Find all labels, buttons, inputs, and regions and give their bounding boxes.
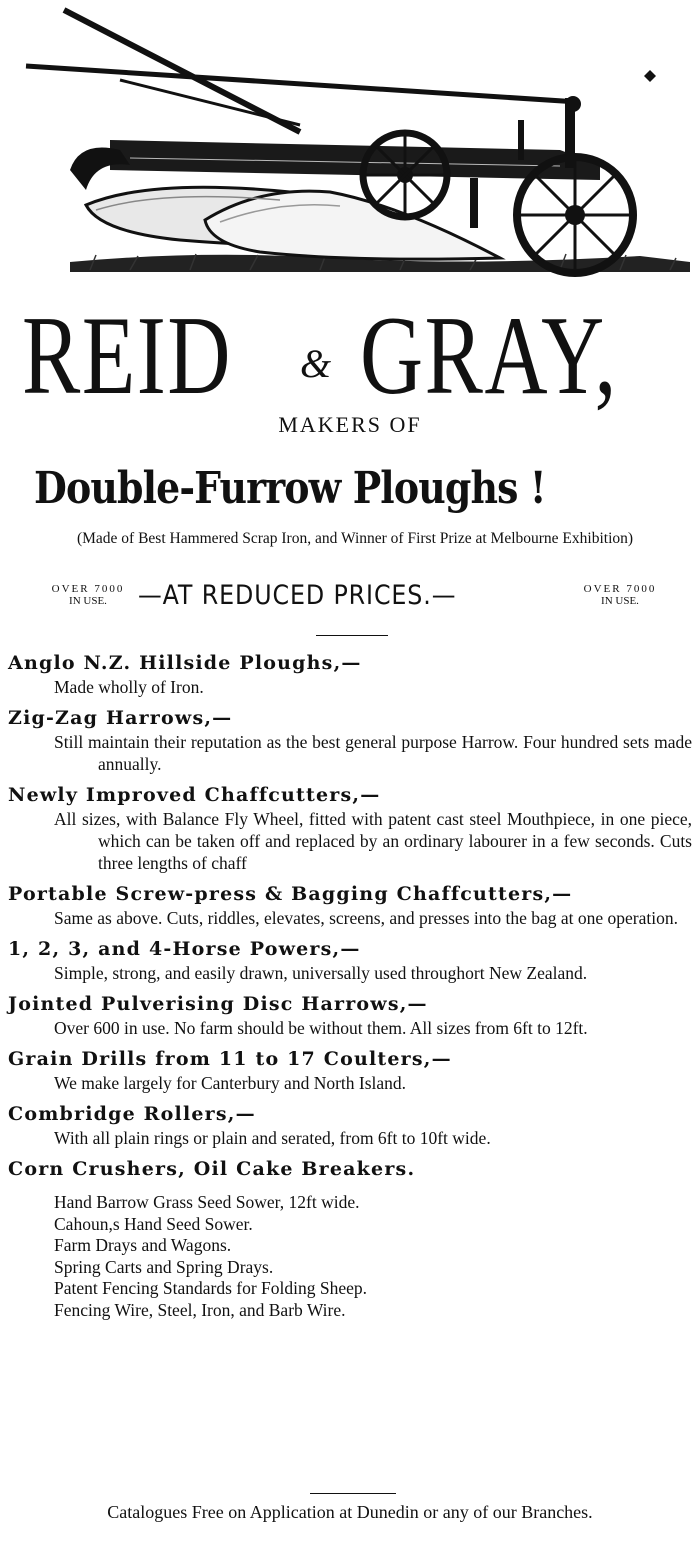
list-item: [8, 1101, 692, 1149]
prices-banner: [0, 580, 700, 614]
item-description: We make largely for Canterbury and North Island.: [54, 1073, 407, 1093]
item-heading: Portable Screw-press & Bagging Chaffcutters,—: [8, 883, 573, 905]
list-item: [8, 881, 692, 929]
item-description: With all plain rings or plain and serated, from 6ft to 10ft wide.: [54, 1128, 491, 1148]
extras-item: Cahoun,s Hand Seed Sower.: [54, 1213, 253, 1234]
item-heading: Zig-Zag Harrows,—: [8, 707, 233, 729]
list-item: [8, 650, 692, 698]
makers-of-label: MAKERS OF: [278, 412, 422, 437]
item-description: Still maintain their reputation as the best general purpose Harrow. Four hundred sets made annually.: [54, 732, 692, 774]
extras-item: Patent Fencing Standards for Folding Sheep.: [54, 1278, 368, 1298]
firm-name-ampersand: &: [300, 341, 332, 386]
item-description: Simple, strong, and easily drawn, universally used throughort New Zealand.: [54, 963, 588, 983]
item-description: Same as above. Cuts, riddles, elevates, screens, and presses into the bag at one operation.: [54, 908, 678, 928]
list-item: [8, 782, 692, 874]
in-use-badge-right: [560, 583, 680, 607]
item-heading: Jointed Pulverising Disc Harrows,—: [8, 993, 428, 1015]
list-item: [8, 1046, 692, 1094]
in-use-count: OVER 7000: [51, 583, 125, 595]
item-description: Over 600 in use. No farm should be without them. All sizes from 6ft to 12ft.: [54, 1018, 588, 1038]
extras-list: [8, 1192, 692, 1321]
item-heading: Corn Crushers, Oil Cake Breakers.: [8, 1158, 416, 1180]
item-description: All sizes, with Balance Fly Wheel, fitted with patent cast steel Mouthpiece, in one piece, which can be taken off and replaced by an ordinary labourer in a few seconds. Cuts three lengths of chaff: [54, 809, 692, 873]
divider-bottom: [310, 1493, 396, 1494]
item-description: Made wholly of Iron.: [54, 677, 204, 697]
reduced-prices-slogan: —AT REDUCED PRICES.—: [138, 580, 457, 611]
product-title: Double-Furrow Ploughs !: [34, 463, 546, 514]
list-item: [8, 936, 692, 984]
list-item: [8, 705, 692, 775]
item-heading: 1, 2, 3, and 4-Horse Powers,—: [8, 938, 361, 960]
prize-note: (Made of Best Hammered Scrap Iron, and Winner of First Prize at Melbourne Exhibition): [76, 530, 634, 547]
item-heading: Newly Improved Chaffcutters,—: [8, 784, 381, 806]
in-use-label: IN USE.: [69, 595, 107, 607]
in-use-count: OVER 7000: [583, 583, 657, 595]
item-heading: Combridge Rollers,—: [8, 1103, 256, 1125]
item-heading: Anglo N.Z. Hillside Ploughs,—: [8, 652, 362, 674]
in-use-label: IN USE.: [601, 595, 639, 607]
product-list: [8, 650, 692, 1321]
firm-name: [0, 294, 700, 418]
firm-name-reid: REID: [22, 294, 233, 418]
plough-illustration: [0, 0, 700, 290]
list-item: [8, 1156, 692, 1182]
extras-item: Spring Carts and Spring Drays.: [54, 1256, 274, 1277]
item-heading: Grain Drills from 11 to 17 Coulters,—: [8, 1048, 452, 1070]
in-use-badge-left: [28, 583, 148, 607]
extras-item: Fencing Wire, Steel, Iron, and Barb Wire.: [54, 1299, 346, 1320]
list-item: [8, 991, 692, 1039]
catalogue-footer: Catalogues Free on Application at Dunedin or any of our Branches.: [107, 1502, 593, 1522]
extras-item: Farm Drays and Wagons.: [54, 1235, 232, 1255]
extras-item: Hand Barrow Grass Seed Sower, 12ft wide.: [54, 1192, 360, 1212]
firm-name-gray: GRAY,: [360, 294, 618, 418]
divider-top: [316, 635, 388, 636]
